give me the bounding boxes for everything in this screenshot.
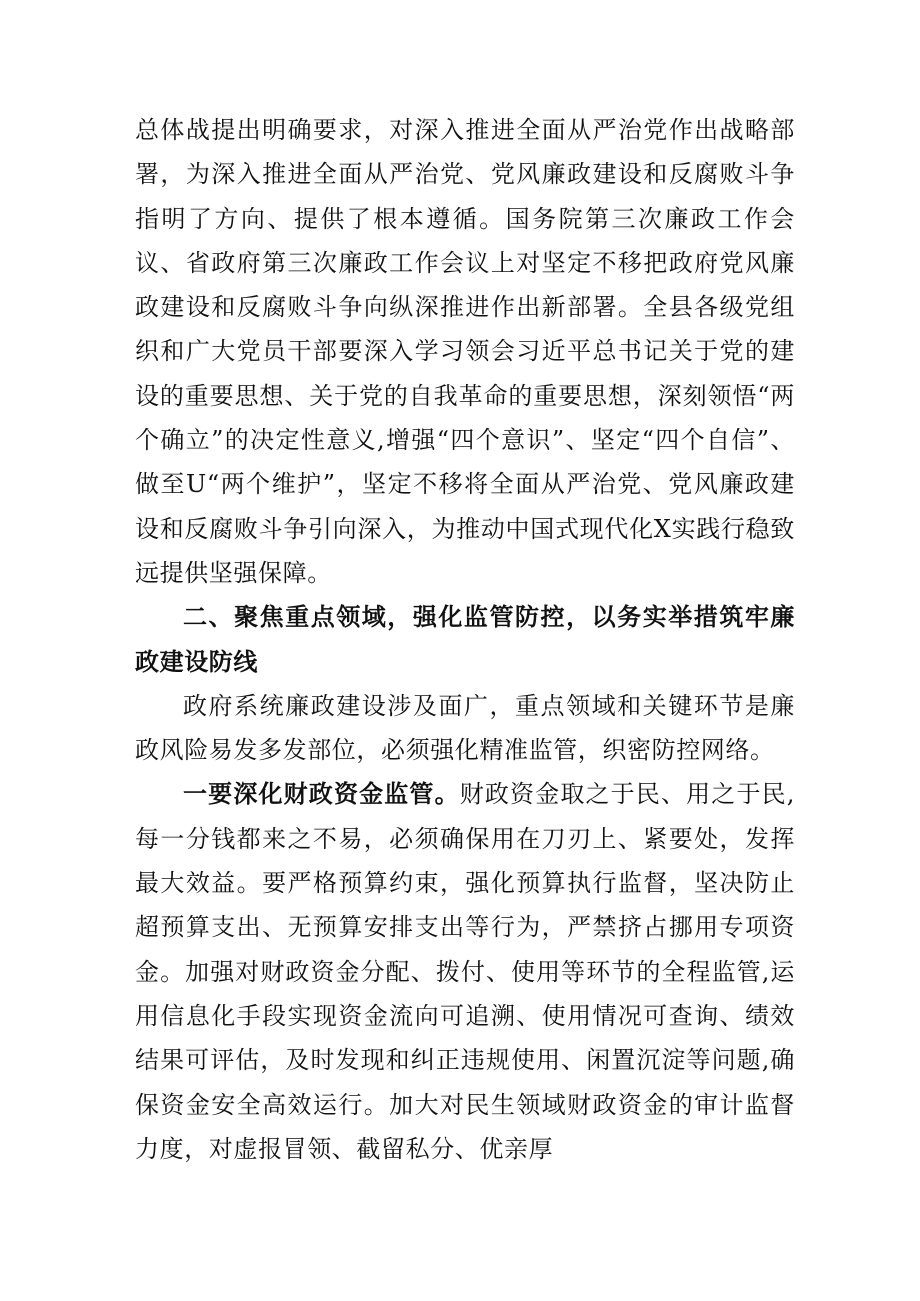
paragraph-finance: [135, 772, 795, 1171]
section-heading-2: 二、聚焦重点领域，强化监管防控，以务实举措筑牢廉政建设防线: [135, 602, 795, 676]
paragraph-continuation: 总体战提出明确要求，对深入推进全面从严治党作出战略部署，为深入推进全面从严治党、党风廉政建设和反腐败斗争指明了方向、提供了根本遵循。国务院第三次廉政工作会议、省政府第三次廉政工作会议上对坚定不移把政府党风廉政建设和反腐败斗争向纵深推进作出新部署。全县各级党组织和广大党员干部要深入学习领会习近平总书记关于党的建设的重要思想、关于党的自我革命的重要思想，深刻领悟“两个确立”的决定性意义,增强“四个意识”、坚定“四个自信”、做至U“两个维护”，坚定不移将全面从严治党、党风廉政建设和反腐败斗争引向深入，为推动中国式现代化X实践行稳致远提供坚强保障。: [135, 116, 795, 587]
paragraph-body-text: 财政资金取之于民、用之于民,每一分钱都来之不易，必须确保用在刀刃上、紧要处，发挥最大效益。要严格预算约束，强化预算执行监督，坚决防止超预算支出、无预算安排支出等行为，严禁挤占挪用专项资金。加强对财政资金分配、拨付、使用等环节的全程监管,运用信息化手段实现资金流向可追溯、使用情况可查询、绩效结果可评估，及时发现和纠正违规使用、闲置沉淀等问题,确保资金安全高效运行。加大对民生领域财政资金的审计监督力度，对虚报冒领、截留私分、优亲厚: [135, 780, 795, 1163]
paragraph-lead-phrase: 一要深化财政资金监管。: [183, 779, 460, 809]
paragraph-intro: 政府系统廉政建设涉及面广，重点领域和关键环节是廉政风险易发多发部位，必须强化精准监管，织密防控网络。: [135, 691, 795, 765]
document-body: [135, 108, 795, 1171]
